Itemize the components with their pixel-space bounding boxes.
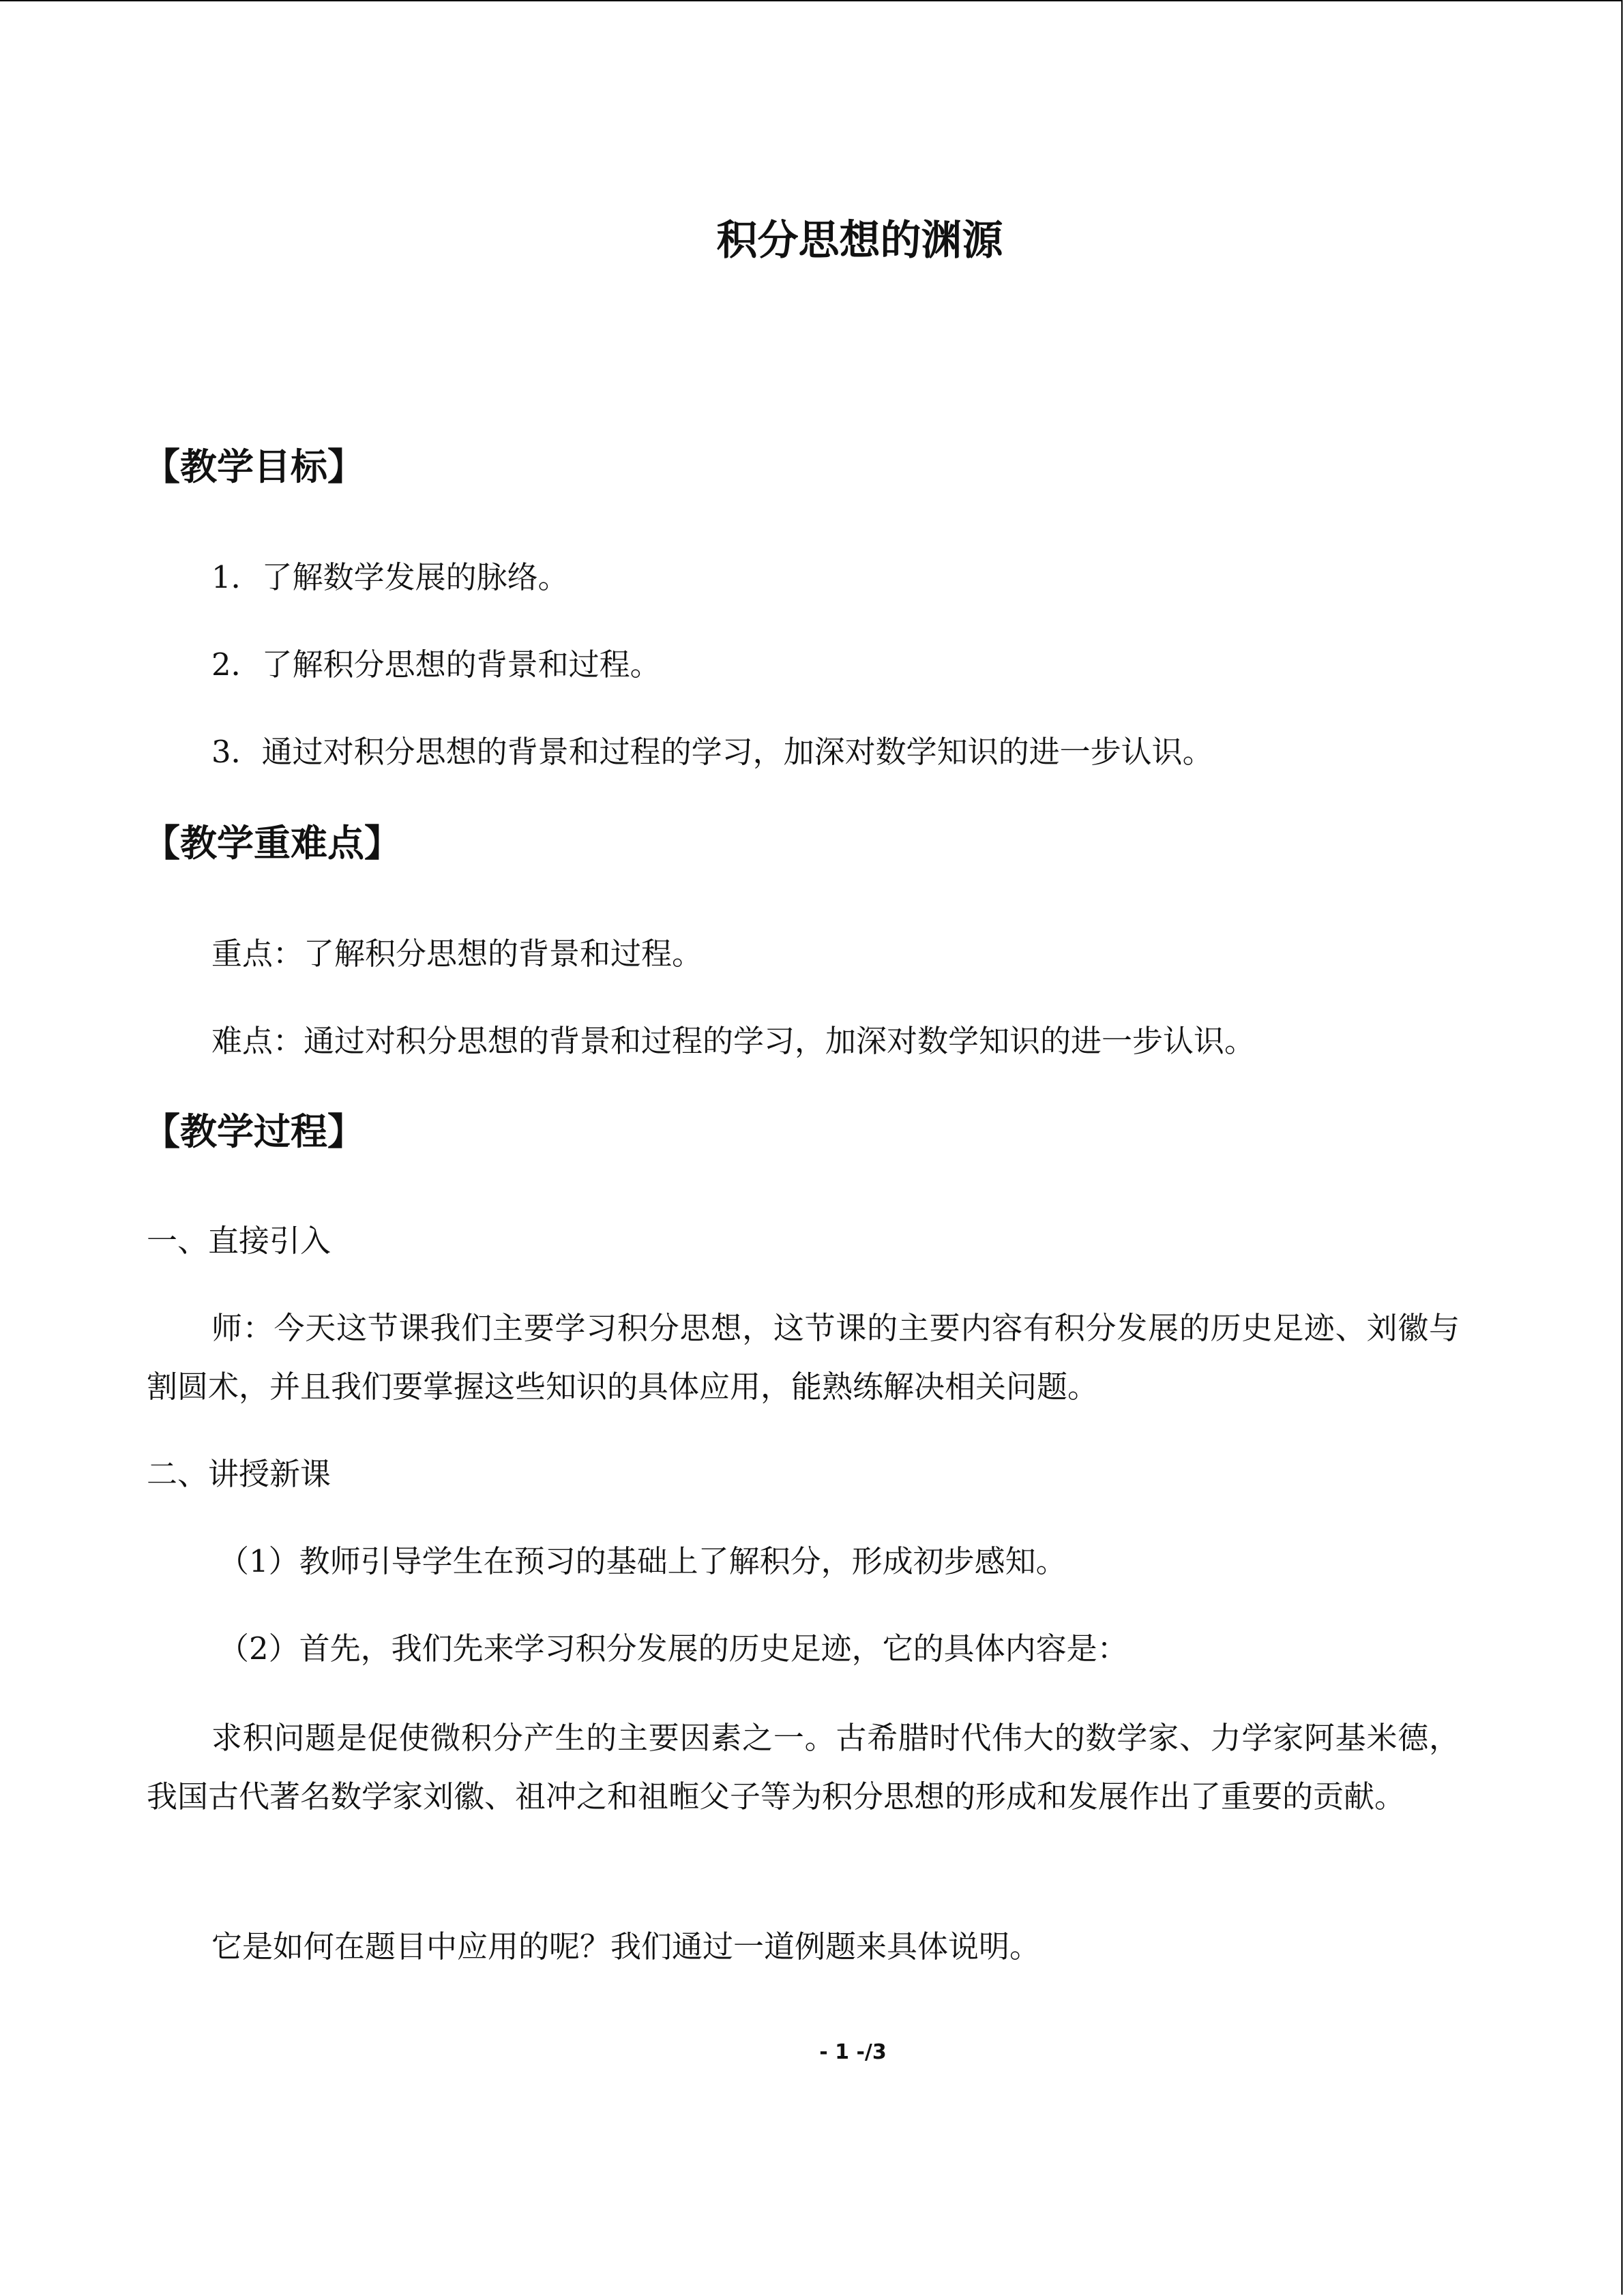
process-step-2: （2）首先，我们先来学习积分发展的历史足迹，它的具体内容是： <box>218 1630 1128 1667</box>
heading-process: 【教学过程】 <box>143 1110 364 1153</box>
key-point-difficulty: 难点：通过对积分思想的背景和过程的学习，加深对数学知识的进一步认识。 <box>211 1023 1256 1059</box>
page-number-footer: - 1 -/3 <box>819 2040 887 2064</box>
document-title: 积分思想的渊源 <box>716 217 1003 265</box>
process-example-intro: 它是如何在题目中应用的呢？我们通过一道例题来具体说明。 <box>211 1928 1041 1965</box>
key-point-focus: 重点：了解积分思想的背景和过程。 <box>211 936 703 972</box>
objective-item-2: 2．了解积分思想的背景和过程。 <box>211 646 661 683</box>
heading-objectives: 【教学目标】 <box>143 445 364 488</box>
process-step-1: （1）教师引导学生在预习的基础上了解积分，形成初步感知。 <box>218 1543 1067 1579</box>
process-part2-title: 二、讲授新课 <box>147 1456 331 1492</box>
process-part1-title: 一、直接引入 <box>147 1223 331 1259</box>
process-history-text: 求积问题是促使微积分产生的主要因素之一。古希腊时代伟大的数学家、力学家阿基米德，我国古代著名数学家刘徽、祖冲之和祖暅父子等为积分思想的形成和发展作出了重要的贡献。 <box>147 1720 1460 1815</box>
objective-item-1: 1．了解数学发展的脉络。 <box>211 559 569 595</box>
process-part1-text: 师：今天这节课我们主要学习积分思想，这节课的主要内容有积分发展的历史足迹、刘徽与割圆术，并且我们要掌握这些知识的具体应用，能熟练解决相关问题。 <box>147 1310 1460 1405</box>
heading-key-points: 【教学重难点】 <box>143 822 401 865</box>
objective-item-3: 3．通过对积分思想的背景和过程的学习，加深对数学知识的进一步认识。 <box>211 734 1213 770</box>
